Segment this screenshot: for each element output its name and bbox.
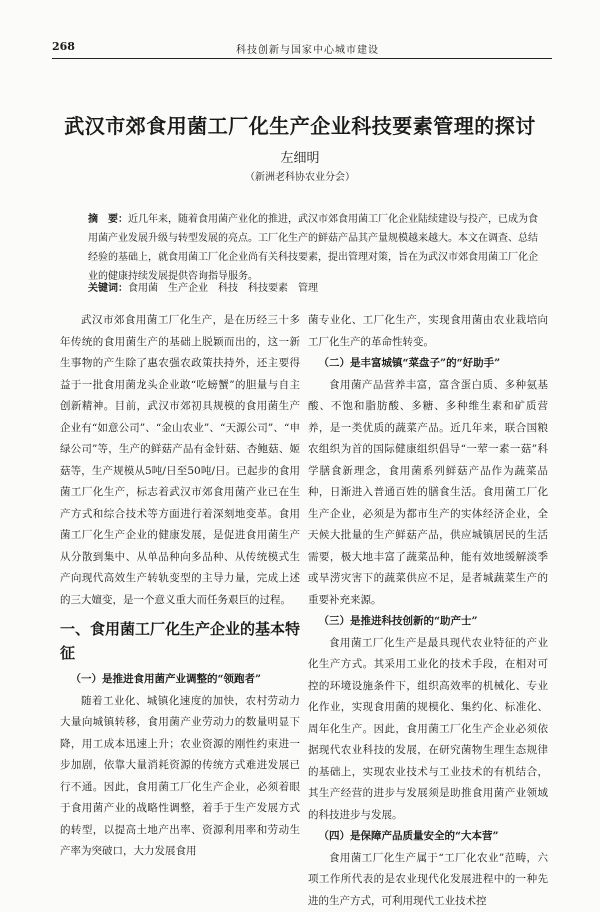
body-paragraph: 食用菌工厂化生产属于“工厂化农业”范畴，六项工作所代表的是农业现代化发展进程中的一种先进的生产方式，可利用现代工业技术控: [308, 848, 548, 912]
page-number: 268: [52, 40, 75, 53]
subsection-heading: （一）是推进食用菌产业调整的“领跑者”: [60, 669, 300, 691]
keywords-text: 食用菌 生产企业 科技 科技要素 管理: [128, 283, 318, 294]
body-paragraph: 食用菌产品营养丰富，富含蛋白质、多种氨基酸、不饱和脂肪酸、多糖、多种维生素和矿质营养，是一类优质的蔬菜产品。近几年来，联合国粮农组织为首的国际健康组织倡导“一荤一素一菇”科学膳食新理念，食用菌系列鲜菇产品作为蔬菜品种，日渐进入普通百姓的膳食生活。食用菌工厂化生产企业，必须是为都市生产的实体经济企业，全天候大批量的生产鲜菇产品，供应城镇居民的生活需要，极大地丰富了蔬菜品种，能有效地缓解淡季或旱涝灾害下的蔬菜供应不足，是者城蔬菜生产的重要补充来源。: [308, 375, 548, 612]
subsection-heading: （二）是丰富城镇“菜盘子”的“好助手”: [308, 353, 548, 375]
left-column: [60, 310, 300, 863]
body-paragraph: 武汉市郊食用菌工厂化生产，是在历经三十多年传统的食用菌生产的基础上脱颖而出的，这一新生事物的产生除了惠农强农政策扶持外，还主要得益于一批食用菌龙头企业敢“吃螃蟹”的胆量与自主创新精神。目前，武汉市郊初具规模的食用菌生产企业有“如意公司”、“金山农业”、“天源公司”、“申绿公司”等，生产的鲜菇产品有金针菇、杏鲍菇、姬菇等，生产规模从5吨/日至50吨/日。已起步的食用菌工厂化生产，标志着武汉市郊食用菌产业已在生产方式和综合技术等方面进行着深刻地变革。食用菌工厂化生产企业的健康发展，是促进食用菌生产从分散到集中、从单品种向多品种、从传统模式生产向现代高效生产转轨变型的主导力量，完成上述的三大嬗变，是一个意义重大而任务艰巨的过程。: [60, 310, 300, 611]
abstract: [88, 210, 546, 286]
section-heading: 一、食用菌工厂化生产企业的基本特征: [60, 617, 300, 665]
author-name: 左细明: [0, 147, 600, 166]
running-title: 科技创新与国家中心城市建设: [236, 41, 379, 56]
article-title: 武汉市郊食用菌工厂化生产企业科技要素管理的探讨: [0, 110, 600, 139]
subsection-heading: （三）是推进科技创新的“助产士”: [308, 611, 548, 633]
body-paragraph: 随着工业化、城镇化速度的加快，农村劳动力大量向城镇转移，食用菌产业劳动力的数量明显下降，用工成本迅速上升；农业资源的刚性约束进一步加剧，依靠大量消耗资源的传统方式难进发展已行不通。因此，食用菌工厂化生产企业，必须着眼于食用菌产业的战略性调整，着手于生产发展方式的转型，以提高土地产出率、资源利用率和劳动生产率为突破口，大力发展食用: [60, 691, 300, 863]
subsection-heading: （四）是保障产品质量安全的“大本营”: [308, 826, 548, 848]
header-divider: [52, 58, 552, 59]
body-paragraph: 菌专业化、工厂化生产，实现食用菌由农业栽培向工厂化生产的革命性转变。: [308, 310, 548, 353]
body-paragraph: 食用菌工厂化生产是最具现代农业特征的产业化生产方式。其采用工业化的技术手段，在相对可控的环境设施条件下，组织高效率的机械化、专业化作业，实现食用菌的规模化、集约化、标准化、周年化生产。因此，食用菌工厂化生产企业必须依据现代农业科技的发展，在研究菌物生理生态规律的基础上，实现农业技术与工业技术的有机结合，其生产经营的进步与发展须是助推食用菌产业领域的科技进步与发展。: [308, 633, 548, 827]
right-column: [308, 310, 548, 912]
keywords-label: 关键词：: [88, 283, 128, 294]
abstract-label: 摘 要：: [88, 214, 128, 225]
abstract-text: 近几年来，随着食用菌产业化的推进，武汉市郊食用菌工厂化企业陆续建设与投产，已成为食用菌产业发展升级与转型发展的亮点。工厂化生产的鲜菇产品其产量规模越来越大。本文在调查、总结经验的基础上，就食用菌工厂化企业尚有关科技要素，提出管理对策，旨在为武汉市郊食用菌工厂化企业的健康持续发展提供咨询指导服务。: [88, 214, 538, 282]
author-affiliation: （新洲老科协农业分会）: [0, 168, 600, 183]
keywords: [88, 281, 546, 297]
